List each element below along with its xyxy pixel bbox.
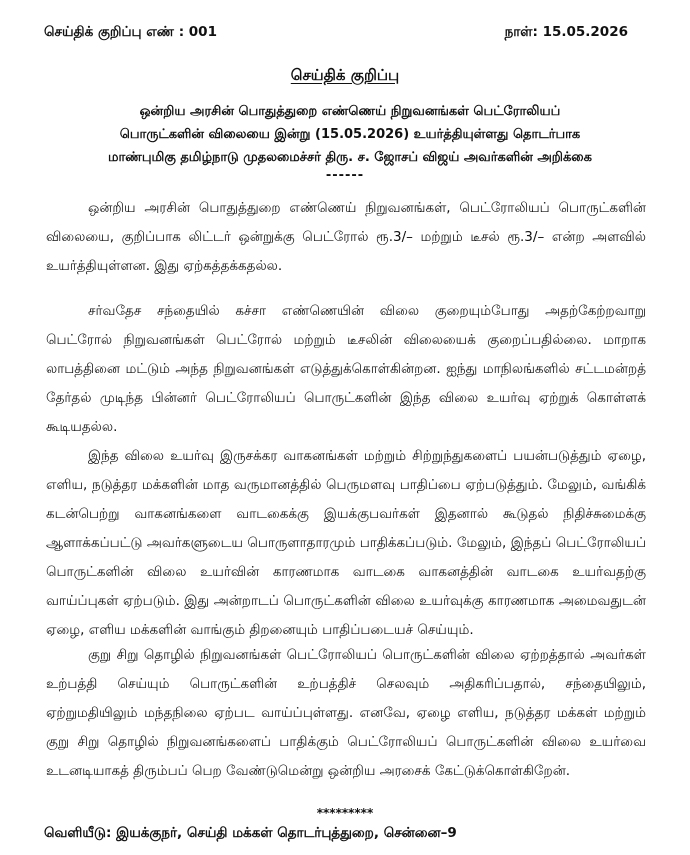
subject-heading — [40, 100, 660, 169]
body-paragraph-1: ஒன்றிய அரசின் பொதுத்துறை எண்ணெய் நிறுவனங்கள், பெட்ரோலியப் பொருட்களின் விலையை, குறிப்பாக லிட்டர் ஒன்றுக்கு பெட்ரோல் ரூ.3/– மற்றும் டீசல் ரூ.3/– என்ற அளவில் உயர்த்தியுள்ளன. இது ஏற்கத்தக்கதல்ல. — [46, 199, 646, 274]
heading-separator: ------ — [325, 168, 365, 183]
press-release-number: செய்திக் குறிப்பு எண் : 001 — [44, 24, 217, 40]
body-paragraph-4: குறு சிறு தொழில் நிறுவனங்கள் பெட்ரோலியப் பொருட்களின் விலை ஏற்றத்தால் அவர்கள் உற்பத்தி செய்யும் பொருட்களின் உற்பத்திச் செலவும் அதிகரிப்பதால், சந்தையிலும், ஏற்றுமதியிலும் மந்தநிலை ஏற்பட வாய்ப்புள்ளது. எனவே, ஏழை எளிய, நடுத்தர மக்கள் மற்றும் குறு சிறு தொழில் நிறுவனங்களைப் பாதிக்கும் பெட்ரோலியப் பொருட்களின் விலை உயர்வை உடனடியாகத் திரும்பப் பெற வேண்டுமென்று ஒன்றிய அரசைக் கேட்டுக்கொள்கிறேன். — [46, 646, 646, 779]
document-title-wrapper — [0, 66, 690, 86]
subject-line-1: ஒன்றிய அரசின் பொதுத்துறை எண்ணெய் நிறுவனங்கள் பெட்ரோலியப் — [139, 104, 561, 119]
press-release-date: நாள்: 15.05.2026 — [504, 24, 628, 40]
body-paragraph-3: இந்த விலை உயர்வு இருசக்கர வாகனங்கள் மற்றும் சிற்றுந்துகளைப் பயன்படுத்தும் ஏழை, எளிய, நடுத்தர மக்களின் மாத வருமானத்தில் பெருமளவு பாதிப்பை ஏற்படுத்தும். மேலும், வங்கிக் கடன்பெற்று வாகனங்களை வாடகைக்கு இயக்குபவர்கள் இதனால் கூடுதல் நிதிச்சுமைக்கு ஆளாக்கப்பட்டு அவர்களுடைய பொருளாதாரமும் பாதிக்கப்படும். மேலும், இந்தப் பெட்ரோலியப் பொருட்களின் விலை உயர்வின் காரணமாக வாடகை வாகனத்தின் வாடகை உயர்வதற்கு வாய்ப்புகள் ஏற்படும். இது அன்றாடப் பொருட்களின் விலை உயர்வுக்கு காரணமாக அமைவதுடன் ஏழை, எளிய மக்களின் வாங்கும் திறனையும் பாதிப்படையச் செய்யும். — [46, 447, 646, 638]
subject-line-3: மாண்புமிகு தமிழ்நாடு முதலமைச்சர் திரு. ச. ஜோசப் விஜய் அவர்களின் அறிக்கை — [108, 150, 592, 165]
document-title: செய்திக் குறிப்பு — [290, 66, 400, 84]
header-row — [44, 24, 628, 46]
body-paragraph-2: சர்வதேச சந்தையில் கச்சா எண்ணெயின் விலை குறையும்போது அதற்கேற்றவாறு பெட்ரோல் நிறுவனங்கள் பெட்ரோல் மற்றும் டீசலின் விலையைக் குறைப்பதில்லை. மாறாக லாபத்தினை மட்டும் அந்த நிறுவனங்கள் எடுத்துக்கொள்கின்றன. ஐந்து மாநிலங்களில் சட்டமன்றத் தேர்தல் முடிந்த பின்னர் பெட்ரோலியப் பொருட்களின் இந்த விலை உயர்வு ஏற்றுக் கொள்ளக் கூடியதல்ல. — [46, 302, 646, 435]
end-mark: ********* — [316, 806, 374, 820]
subject-line-2: பொருட்களின் விலையை இன்று (15.05.2026) உயர்த்தியுள்ளது தொடர்பாக — [119, 127, 581, 142]
issuer-footer: வெளியீடு: இயக்குநர், செய்தி மக்கள் தொடர்புத்துறை, சென்னை–9 — [44, 825, 457, 841]
